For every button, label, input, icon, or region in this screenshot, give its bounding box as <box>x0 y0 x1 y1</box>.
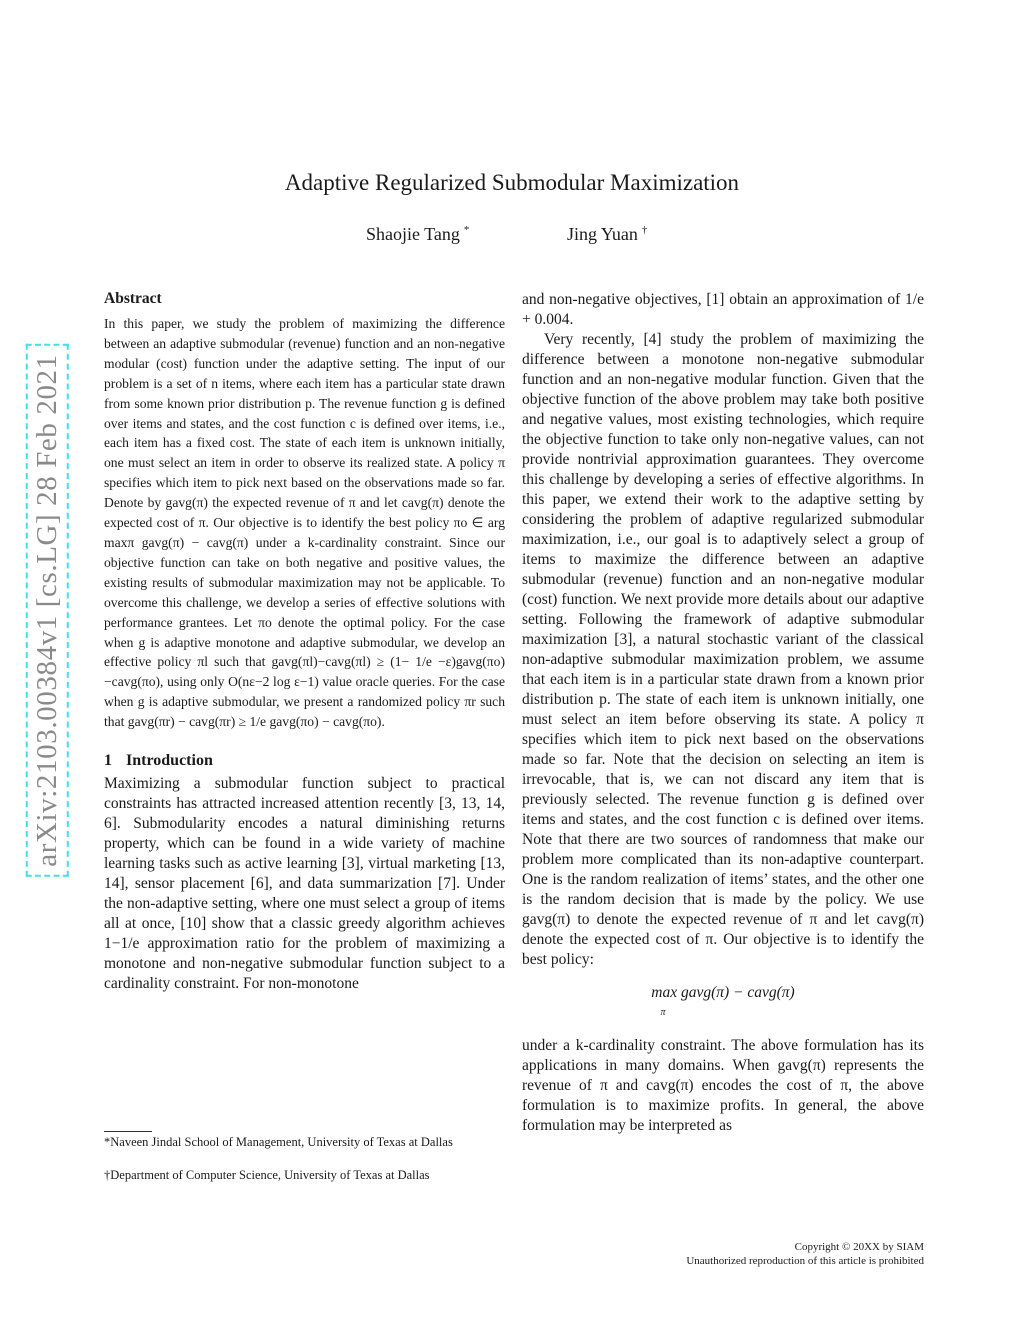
copyright-line: Copyright © 20XX by SIAM <box>794 1241 924 1253</box>
footnote-1: *Naveen Jindal School of Management, University of Texas at Dallas <box>104 1135 453 1149</box>
equation-text: max gavg(π) − cavg(π) <box>651 984 795 1001</box>
section-heading <box>104 752 505 770</box>
objective-equation <box>522 984 924 1020</box>
intro-paragraph-1: Maximizing a submodular function subject to practical constraints has attracted increased attention recently [3, 13, 14, 6]. Submodularity encodes a natural diminishing returns property, which can be found in a wide variety of machine learning tasks such as active learning [3], virtual marketing [13, 14], sensor placement [6], and data summarization [7]. Under the non-adaptive setting, where one must select a group of items all at once, [10] show that a classic greedy algorithm achieves 1−1/e approximation ratio for the problem of maximizing a monotone and non-negative submodular function subject to a cardinality constraint. For non-monotone <box>104 775 505 993</box>
right-paragraph-1: and non-negative objectives, [1] obtain an approximation of 1/e + 0.004. <box>522 291 924 328</box>
right-column <box>522 290 924 1136</box>
section-title: Introduction <box>126 752 213 770</box>
arxiv-id-text[interactable]: arXiv:2103.00384v1 [cs.LG] 28 Feb 2021 <box>28 346 67 875</box>
right-paragraph-3: under a k-cardinality constraint. The above formulation has its applications in many domains. When gavg(π) represents the revenue of π and cavg(π) encodes the cost of π, the above formulation is to maximize profits. In general, the above formulation may be interpreted as <box>522 1037 924 1134</box>
left-column <box>104 290 505 994</box>
right-paragraph-2: Very recently, [4] study the problem of maximizing the difference between a monotone non-negative submodular function and an non-negative modular function. Given that the objective function of the above problem may take both positive and negative values, most existing technologies, which require the objective function to take only non-negative values, can not provide nontrivial approximation guarantees. They overcome this challenge by developing a series of effective algorithms. In this paper, we extend their work to the adaptive setting by considering the problem of adaptive regularized submodular maximization, i.e., our goal is to adaptively select a group of items to maximize the difference between an adaptive submodular (revenue) function and an non-negative modular (cost) function. We next provide more details about our adaptive setting. Following the framework of adaptive submodular maximization [3], a natural stochastic variant of the classical non-adaptive submodular maximization problem, we assume that each item is in a particular state drawn from a known prior distribution p. The state of each item is unknown initially, one must select an item before observing its state. A policy π specifies which item to pick next based on the observations made so far. Note that the decision on selecting an item is irrevocable, that is, we can not discard any item that is previously selected. The revenue function g is defined over items and states, and the cost function c is defined over items. Note that there are two sources of randomness that make our problem more complicated than its non-adaptive counterpart. One is the random realization of items’ states, and the other one is the random decision that is made by the policy. We use gavg(π) to denote the expected revenue of π and let cavg(π) denote the expected cost of π. Our objective is to identify the best policy: <box>522 331 924 968</box>
section-number: 1 <box>104 752 112 770</box>
author-2-mark: † <box>641 224 648 236</box>
author-1-name: Shaojie Tang <box>366 224 460 244</box>
author-1-mark: * <box>463 224 470 236</box>
abstract-text: In this paper, we study the problem of maximizing the difference between an adaptive submodular (revenue) function and an non-negative modular (cost) function under the adaptive setting. The input of our problem is a set of n items, where each item has a particular state drawn from some known prior distribution p. The revenue function g is defined over items and states, and the cost function c is defined over items, i.e., each item has a fixed cost. The state of each item is unknown initially, one must select an item in order to observe its realized state. A policy π specifies which item to pick next based on the observations made so far. Denote by gavg(π) the expected revenue of π and let cavg(π) denote the expected cost of π. Our objective is to identify the best policy πo ∈ arg maxπ gavg(π) − cavg(π) under a k-cardinality constraint. Since our objective function can take on both negative and positive values, the existing results of submodular maximization may not be applicable. To overcome this challenge, we develop a series of effective solutions with performance grantees. Let πo denote the optimal policy. For the case when g is adaptive monotone and adaptive submodular, we develop an effective policy πl such that gavg(πl)−cavg(πl) ≥ (1− 1/e −ε)gavg(πo)−cavg(πo), using only O(nε−2 log ε−1) value oracle queries. For the case when g is adaptive submodular, we present a randomized policy πr such that gavg(πr) − cavg(πr) ≥ 1/e gavg(πo) − cavg(πo). <box>104 316 505 730</box>
abstract-heading: Abstract <box>104 290 162 307</box>
arxiv-stamp <box>27 314 67 906</box>
equation-subscript: π <box>660 1007 666 1018</box>
author-1 <box>366 224 469 245</box>
author-2-name: Jing Yuan <box>567 224 638 244</box>
author-2 <box>567 224 647 245</box>
reproduction-notice: Unauthorized reproduction of this article is prohibited <box>686 1255 924 1267</box>
paper-title: Adaptive Regularized Submodular Maximization <box>284 170 740 195</box>
footnote-2: †Department of Computer Science, University of Texas at Dallas <box>104 1168 430 1182</box>
footnote-rule <box>104 1131 152 1132</box>
